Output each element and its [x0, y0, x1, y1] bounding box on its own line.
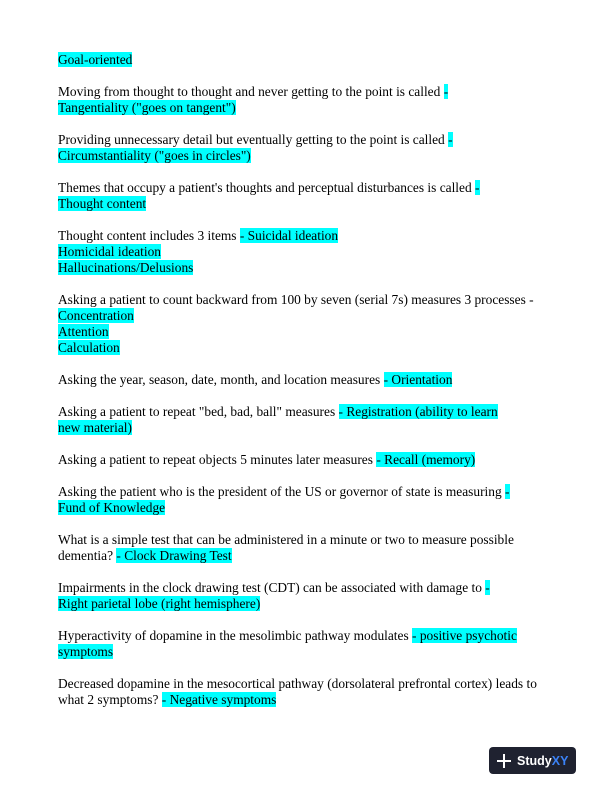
card-answer: - Orientation — [383, 372, 453, 387]
card-10 — [58, 484, 558, 516]
card-answer: Homicidal ideation — [58, 244, 162, 259]
card-term: Asking a patient to repeat "bed, bad, ball" measures — [58, 404, 336, 419]
card-3 — [58, 132, 558, 164]
card-answer: Attention — [58, 324, 109, 339]
card-term: Asking the patient who is the president of the US or governor of state is measuring — [58, 484, 502, 499]
card-answer: - Recall (memory) — [376, 452, 476, 467]
studyxy-logo[interactable] — [489, 747, 576, 774]
plus-icon — [497, 754, 511, 768]
card-answer: Goal-oriented — [58, 52, 133, 67]
card-1 — [58, 52, 558, 68]
card-2 — [58, 84, 558, 116]
card-answer: Thought content — [58, 196, 147, 211]
card-5 — [58, 228, 558, 276]
card-answer: - positive psychotic — [412, 628, 517, 643]
card-9 — [58, 452, 558, 468]
card-term: What is a simple test that can be administered in a minute or two to measure possible dementia? — [58, 532, 514, 563]
card-answer: Circumstantiality ("goes in circles") — [58, 148, 251, 163]
card-term: Impairments in the clock drawing test (CDT) can be associated with damage to — [58, 580, 482, 595]
card-term: Moving from thought to thought and never getting to the point is called — [58, 84, 441, 99]
card-answer: - Suicidal ideation — [239, 228, 339, 243]
card-7 — [58, 372, 558, 388]
card-term: Decreased dopamine in the mesocortical pathway (dorsolateral prefrontal cortex) leads to what 2 symptoms? — [58, 676, 537, 707]
card-answer: Right parietal lobe (right hemisphere) — [58, 596, 261, 611]
card-answer: Concentration — [58, 308, 134, 323]
card-answer: Fund of Knowledge — [58, 500, 166, 515]
brand-main: Study — [517, 753, 552, 768]
card-answer: new material) — [58, 420, 132, 435]
card-term: Asking a patient to repeat objects 5 minutes later measures — [58, 452, 373, 467]
card-answer: - — [448, 132, 453, 147]
card-answer: Calculation — [58, 340, 120, 355]
card-13 — [58, 628, 558, 660]
brand-accent: XY — [551, 753, 569, 768]
brand-name — [517, 754, 568, 768]
card-answer: - — [485, 580, 490, 595]
card-answer: symptoms — [58, 644, 114, 659]
card-answer: Tangentiality ("goes on tangent") — [58, 100, 236, 115]
card-14 — [58, 676, 558, 708]
card-answer: - Clock Drawing Test — [116, 548, 232, 563]
flashcard-page — [58, 52, 558, 724]
card-answer: Hallucinations/Delusions — [58, 260, 194, 275]
card-answer: - — [505, 484, 510, 499]
card-term: Asking a patient to count backward from 100 by seven (serial 7s) measures 3 processes - — [58, 292, 534, 307]
card-answer: - Negative symptoms — [161, 692, 277, 707]
card-12 — [58, 580, 558, 612]
card-8 — [58, 404, 558, 436]
card-11 — [58, 532, 558, 564]
card-term: Asking the year, season, date, month, and location measures — [58, 372, 381, 387]
card-6 — [58, 292, 558, 356]
card-term: Hyperactivity of dopamine in the mesolimbic pathway modulates — [58, 628, 409, 643]
card-term: Themes that occupy a patient's thoughts and perceptual disturbances is called — [58, 180, 472, 195]
card-answer: - Registration (ability to learn — [338, 404, 498, 419]
card-term: Thought content includes 3 items — [58, 228, 237, 243]
card-answer: - — [443, 84, 449, 99]
card-4 — [58, 180, 558, 212]
card-answer: - — [475, 180, 480, 195]
card-term: Providing unnecessary detail but eventually getting to the point is called — [58, 132, 445, 147]
